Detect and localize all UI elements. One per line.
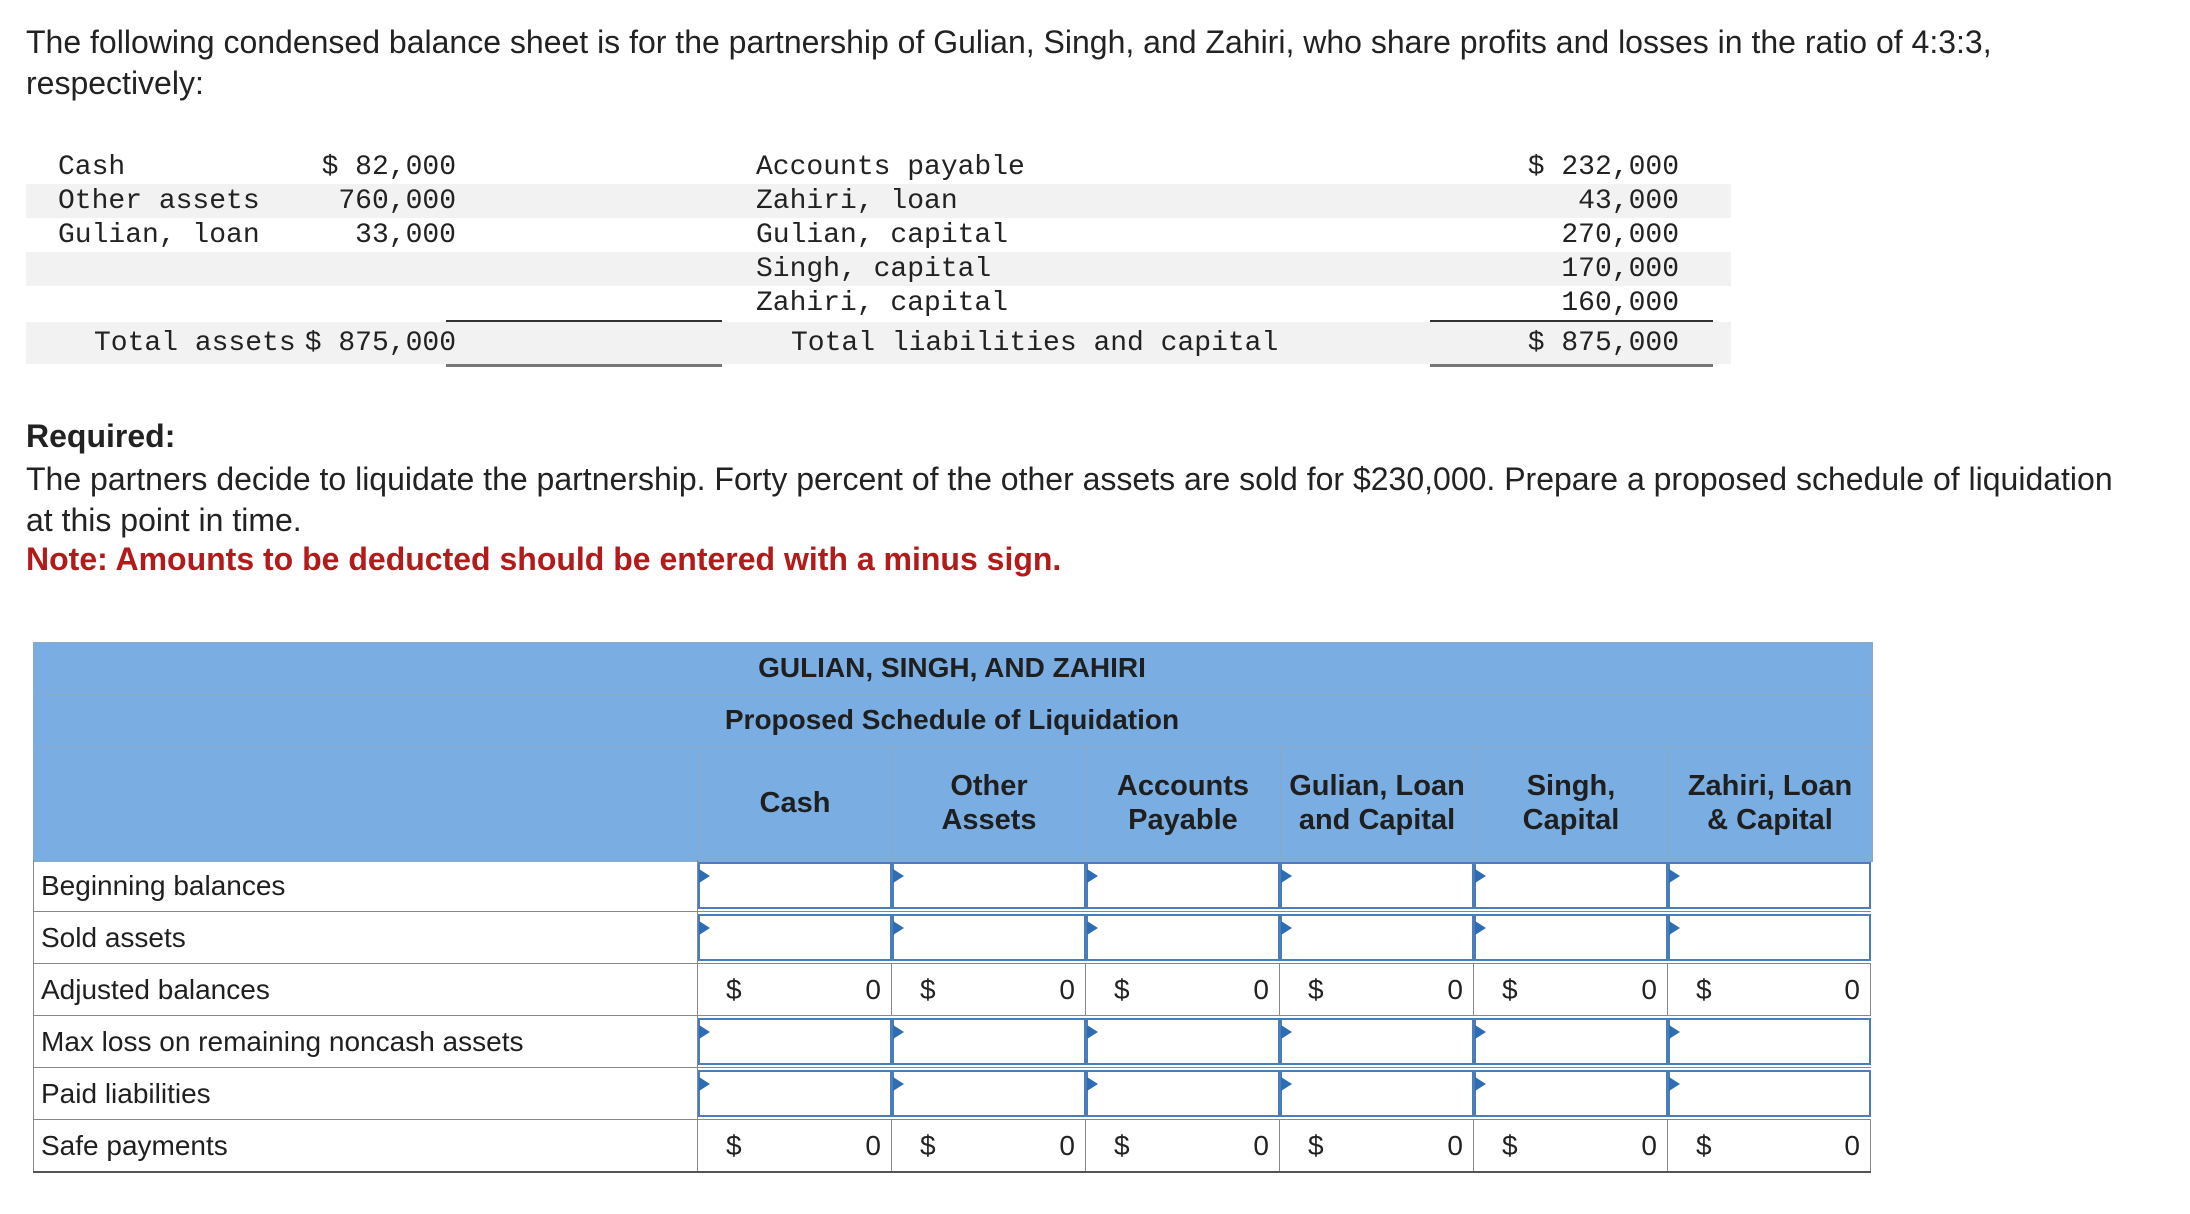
- safe-singh-value: 0: [1641, 1130, 1657, 1161]
- liability-label: Zahiri, loan: [756, 186, 958, 217]
- asset-amount: 33,000: [355, 220, 456, 251]
- safe-gulian-value: 0: [1447, 1130, 1463, 1161]
- total-assets-amount: $ 875,000: [304, 328, 456, 359]
- asset-total-line: [446, 364, 722, 367]
- paid-zahiri-input[interactable]: [1668, 1070, 1871, 1117]
- paid-other-assets-input[interactable]: [892, 1070, 1086, 1117]
- beginning-accounts-payable-input[interactable]: [1086, 862, 1280, 909]
- row-label: Adjusted balances: [41, 974, 270, 1005]
- beginning-zahiri-input[interactable]: [1668, 862, 1871, 909]
- paid-accounts-payable-input[interactable]: [1086, 1070, 1280, 1117]
- schedule-row-safe-payments: [33, 1120, 1871, 1173]
- safe-accounts-payable-value: 0: [1253, 1130, 1269, 1161]
- schedule-row-beginning-balances: [33, 860, 1871, 912]
- safe-cash-value: 0: [865, 1130, 881, 1161]
- safe-cash-cell: [698, 1120, 892, 1171]
- paid-gulian-input[interactable]: [1280, 1070, 1474, 1117]
- beginning-singh-input[interactable]: [1474, 862, 1668, 909]
- safe-singh-cell: [1474, 1120, 1668, 1171]
- adjusted-gulian-value: 0: [1447, 974, 1463, 1005]
- column-header-gulian: Gulian, Loan and Capital: [1289, 770, 1465, 836]
- currency-symbol: $: [1114, 1130, 1130, 1161]
- row-label: Max loss on remaining noncash assets: [41, 1026, 524, 1057]
- adjusted-zahiri-value: 0: [1844, 974, 1860, 1005]
- safe-gulian-cell: [1280, 1120, 1474, 1171]
- liability-label: Gulian, capital: [756, 220, 1009, 251]
- currency-symbol: $: [1502, 974, 1518, 1005]
- max-loss-zahiri-input[interactable]: [1668, 1018, 1871, 1065]
- max-loss-singh-input[interactable]: [1474, 1018, 1668, 1065]
- row-label: Safe payments: [41, 1130, 228, 1161]
- bs-row: [26, 184, 1731, 218]
- sold-zahiri-input[interactable]: [1668, 914, 1871, 961]
- bs-row: [26, 150, 1731, 184]
- sold-other-assets-input[interactable]: [892, 914, 1086, 961]
- max-loss-cash-input[interactable]: [698, 1018, 892, 1065]
- required-title: Required:: [26, 418, 176, 454]
- sold-singh-input[interactable]: [1474, 914, 1668, 961]
- beginning-other-assets-input[interactable]: [892, 862, 1086, 909]
- total-liabilities-amount: $ 875,000: [1527, 328, 1679, 359]
- column-header-accounts-payable: Accounts Payable: [1116, 770, 1250, 836]
- max-loss-other-assets-input[interactable]: [892, 1018, 1086, 1065]
- column-header-other-assets: Other Assets: [941, 770, 1037, 836]
- paid-cash-input[interactable]: [698, 1070, 892, 1117]
- safe-other-assets-value: 0: [1059, 1130, 1075, 1161]
- safe-zahiri-cell: [1668, 1120, 1871, 1171]
- total-liabilities-label: Total liabilities and capital: [791, 328, 1279, 359]
- column-header-zahiri: Zahiri, Loan & Capital: [1687, 770, 1853, 836]
- beginning-cash-input[interactable]: [698, 862, 892, 909]
- adjusted-cash-cell: [698, 964, 892, 1015]
- liability-label: Zahiri, capital: [756, 288, 1009, 319]
- column-header-singh: Singh, Capital: [1522, 770, 1620, 836]
- schedule-row-adjusted-balances: [33, 964, 1871, 1016]
- schedule-subtitle: Proposed Schedule of Liquidation: [724, 704, 1180, 735]
- adjusted-other-assets-cell: [892, 964, 1086, 1015]
- adjusted-gulian-cell: [1280, 964, 1474, 1015]
- asset-amount: $ 82,000: [321, 152, 456, 183]
- liability-amount: 270,000: [1561, 220, 1679, 251]
- liability-label: Accounts payable: [756, 152, 1025, 183]
- row-label: Sold assets: [41, 922, 186, 953]
- currency-symbol: $: [1308, 1130, 1324, 1161]
- bs-row: [26, 218, 1731, 252]
- column-header-cash: Cash: [759, 787, 831, 819]
- row-label: Beginning balances: [41, 870, 286, 901]
- currency-symbol: $: [920, 974, 936, 1005]
- liability-amount: 160,000: [1561, 288, 1679, 319]
- beginning-gulian-input[interactable]: [1280, 862, 1474, 909]
- sold-accounts-payable-input[interactable]: [1086, 914, 1280, 961]
- schedule-title: GULIAN, SINGH, AND ZAHIRI: [758, 652, 1146, 683]
- currency-symbol: $: [726, 974, 742, 1005]
- schedule-row-max-loss: [33, 1016, 1871, 1068]
- schedule-row-paid-liabilities: [33, 1068, 1871, 1120]
- currency-symbol: $: [726, 1130, 742, 1161]
- required-text: The partners decide to liquidate the partnership. Forty percent of the other assets are sold for $230,000. Prepare a proposed schedule of liquidation at this point in time.: [26, 461, 2113, 538]
- currency-symbol: $: [1114, 974, 1130, 1005]
- liability-total-line: [1430, 364, 1713, 367]
- currency-symbol: $: [920, 1130, 936, 1161]
- row-label: Paid liabilities: [41, 1078, 211, 1109]
- adjusted-cash-value: 0: [865, 974, 881, 1005]
- total-assets-label: Total assets: [94, 328, 296, 359]
- safe-other-assets-cell: [892, 1120, 1086, 1171]
- asset-label: Gulian, loan: [58, 220, 260, 251]
- schedule-row-sold-assets: [33, 912, 1871, 964]
- intro-text: The following condensed balance sheet is for the partnership of Gulian, Singh, and Zahiri, who share profits and losses in the ratio of 4:3:3, respectively:: [26, 24, 1992, 101]
- safe-accounts-payable-cell: [1086, 1120, 1280, 1171]
- liability-amount: 170,000: [1561, 254, 1679, 285]
- safe-zahiri-value: 0: [1844, 1130, 1860, 1161]
- adjusted-singh-value: 0: [1641, 974, 1657, 1005]
- currency-symbol: $: [1696, 974, 1712, 1005]
- asset-label: Other assets: [58, 186, 260, 217]
- max-loss-gulian-input[interactable]: [1280, 1018, 1474, 1065]
- paid-singh-input[interactable]: [1474, 1070, 1668, 1117]
- sold-gulian-input[interactable]: [1280, 914, 1474, 961]
- adjusted-singh-cell: [1474, 964, 1668, 1015]
- currency-symbol: $: [1308, 974, 1324, 1005]
- sold-cash-input[interactable]: [698, 914, 892, 961]
- liability-amount: $ 232,000: [1527, 152, 1679, 183]
- currency-symbol: $: [1502, 1130, 1518, 1161]
- bs-row: [26, 252, 1731, 286]
- currency-symbol: $: [1696, 1130, 1712, 1161]
- required-note: Note: Amounts to be deducted should be entered with a minus sign.: [26, 541, 1062, 577]
- adjusted-accounts-payable-value: 0: [1253, 974, 1269, 1005]
- adjusted-other-assets-value: 0: [1059, 974, 1075, 1005]
- liquidation-schedule-table: [33, 642, 1873, 1172]
- bs-row: [26, 286, 1731, 320]
- adjusted-zahiri-cell: [1668, 964, 1871, 1015]
- liability-label: Singh, capital: [756, 254, 992, 285]
- bs-total-row: [26, 322, 1731, 364]
- asset-amount: 760,000: [338, 186, 456, 217]
- asset-label: Cash: [58, 152, 126, 183]
- liability-amount: 43,000: [1578, 186, 1679, 217]
- adjusted-accounts-payable-cell: [1086, 964, 1280, 1015]
- max-loss-accounts-payable-input[interactable]: [1086, 1018, 1280, 1065]
